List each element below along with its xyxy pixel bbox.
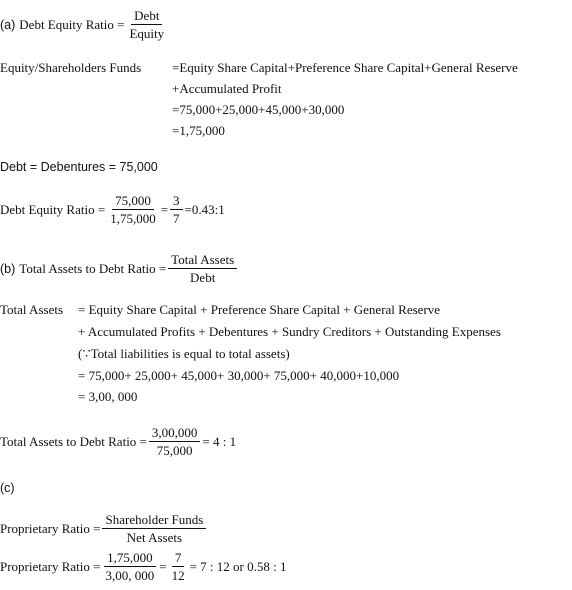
equity-line-4: =1,75,000 [172,123,225,138]
part-b-label: (b) [0,261,16,276]
equals-sign: = [159,558,167,574]
equity-label: Equity/Shareholders Funds [0,60,142,75]
total-assets-line-4: = 75,000+ 25,000+ 45,000+ 30,000+ 75,000+ 40,000+10,000 [78,368,400,383]
debt-equity-calc [0,193,225,226]
calc-lhs: Proprietary Ratio = [0,558,101,574]
formula-fraction [126,8,167,41]
formula-denominator: Net Assets [126,530,183,545]
calc-numerator: 3,00,000 [149,425,201,442]
calc-denominator-2: 12 [171,568,185,583]
total-assets-label: Total Assets [0,302,64,317]
equity-line-1: =Equity Share Capital+Preference Share Capital+General Reserve [172,60,518,75]
calc-fraction-1 [107,193,159,226]
formula-fraction [102,512,206,545]
calc-result: =0.43:1 [184,201,225,217]
calc-fraction [149,425,201,458]
calc-numerator-2: 3 [170,193,183,210]
calc-numerator-1: 75,000 [112,193,154,210]
calc-fraction-1 [102,550,157,583]
calc-denominator-1: 3,00, 000 [105,568,155,583]
calc-lhs: Total Assets to Debt Ratio = [0,433,147,449]
total-assets-line-5: = 3,00, 000 [78,389,138,404]
formula-lhs: Proprietary Ratio = [0,520,101,536]
calc-denominator-2: 7 [173,211,180,226]
calc-denominator-1: 1,75,000 [110,211,156,226]
formula-numerator: Total Assets [168,252,237,269]
calc-fraction-2 [170,193,183,226]
equity-line-3: =75,000+25,000+45,000+30,000 [172,102,345,117]
calc-result: = 7 : 12 or 0.58 : 1 [189,558,287,574]
formula-numerator: Shareholder Funds [102,512,206,529]
part-c-label: (c) [0,481,15,495]
calc-numerator-1: 1,75,000 [104,550,156,567]
calc-numerator-2: 7 [172,550,185,567]
calc-result: = 4 : 1 [202,433,237,449]
total-assets-line-1: = Equity Share Capital + Preference Share Capital + General Reserve [78,302,441,317]
total-assets-debt-calc [0,425,236,458]
total-assets-debt-formula [0,252,239,285]
equity-line-2: +Accumulated Profit [172,81,282,96]
formula-lhs: Total Assets to Debt Ratio = [19,260,167,276]
formula-denominator: Equity [129,26,165,41]
proprietary-calc [0,550,286,583]
debt-line: Debt = Debentures = 75,000 [0,160,158,174]
calc-fraction-2 [169,550,188,583]
debt-equity-formula [0,8,169,41]
calc-denominator: 75,000 [156,443,193,458]
formula-fraction [168,252,237,285]
formula-denominator: Debt [190,270,216,285]
part-a-label: (a) [0,17,16,32]
total-assets-line-2: + Accumulated Profits + Debentures + Sundry Creditors + Outstanding Expenses [78,324,501,339]
calc-lhs: Debt Equity Ratio = [0,201,106,217]
formula-numerator: Debt [131,8,162,25]
proprietary-formula [0,512,208,545]
total-assets-line-3: (∵Total liabilities is equal to total assets) [78,346,290,361]
formula-lhs: Debt Equity Ratio = [19,16,125,32]
equals-sign: = [160,201,169,217]
